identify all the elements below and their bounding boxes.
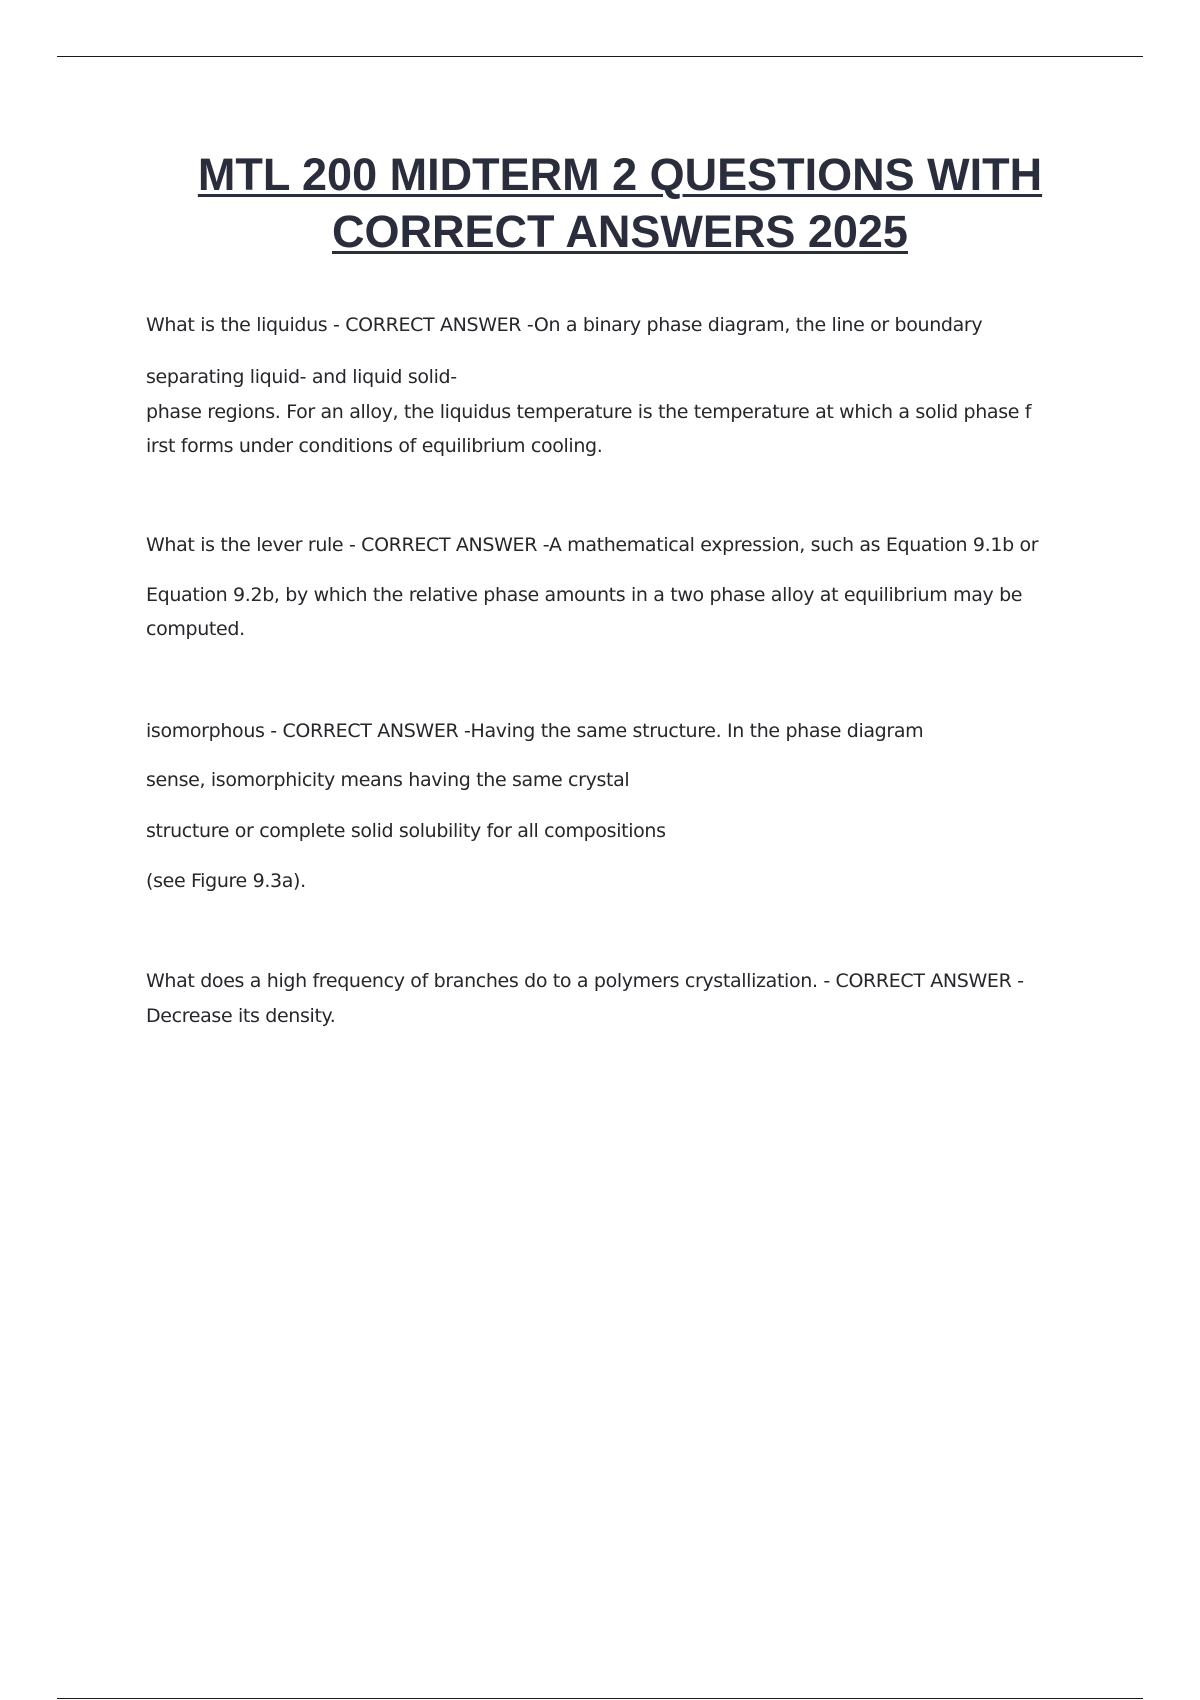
qa-4-line-2: Decrease its density. (146, 1005, 336, 1027)
qa-3-line-2: sense, isomorphicity means having the same crystal (146, 769, 630, 791)
qa-1-line-3: phase regions. For an alloy, the liquidus temperature is the temperature at which a solid phase f (146, 401, 1032, 423)
qa-1-line-1: What is the liquidus - CORRECT ANSWER -On a binary phase diagram, the line or boundary (146, 314, 983, 336)
qa-4-line-1: What does a high frequency of branches do to a polymers crystallization. - CORRECT ANSWER - (146, 970, 1024, 992)
qa-3-line-3: structure or complete solid solubility for all compositions (146, 820, 666, 842)
qa-2-line-1: What is the lever rule - CORRECT ANSWER -A mathematical expression, such as Equation 9.1b or (146, 534, 1039, 556)
qa-2-line-2: Equation 9.2b, by which the relative phase amounts in a two phase alloy at equilibrium may be (146, 584, 1023, 606)
top-rule (57, 56, 1143, 57)
qa-2-line-3: computed. (146, 618, 245, 640)
qa-3-line-4: (see Figure 9.3a). (146, 870, 306, 892)
qa-3-line-1: isomorphous - CORRECT ANSWER -Having the same structure. In the phase diagram (146, 720, 924, 742)
qa-1-line-2: separating liquid- and liquid solid- (146, 366, 457, 388)
qa-1-line-4: irst forms under conditions of equilibrium cooling. (146, 435, 603, 457)
document-title: MTL 200 MIDTERM 2 QUESTIONS WITH CORRECT ANSWERS 2025 (197, 149, 1043, 257)
bottom-rule (57, 1698, 1143, 1699)
